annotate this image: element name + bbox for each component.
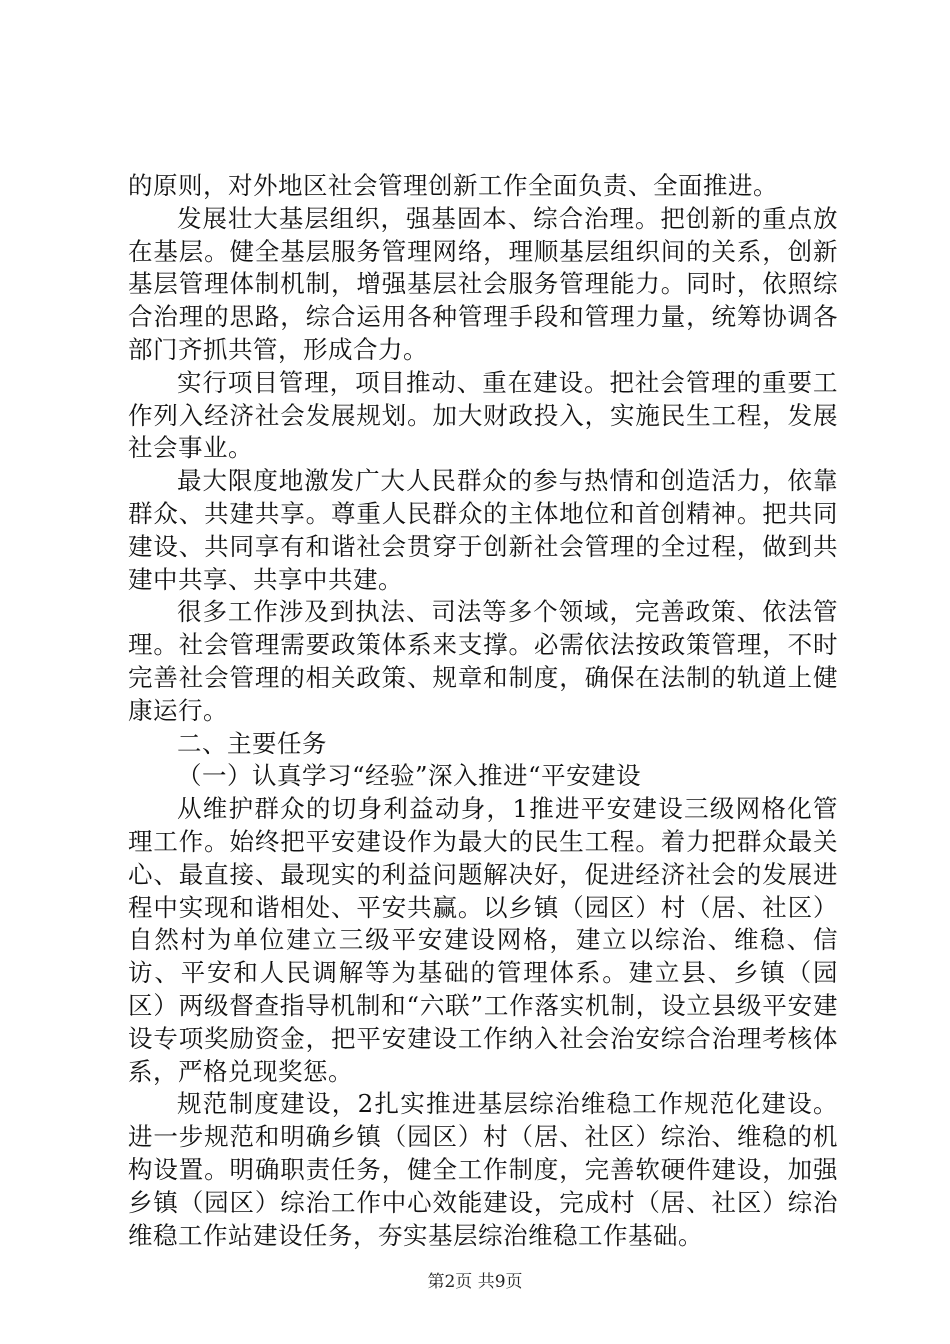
paragraph-continuation: 的原则，对外地区社会管理创新工作全面负责、全面推进。 bbox=[128, 171, 778, 200]
paragraph-policy-law: 很多工作涉及到执法、司法等多个领域，完善政策、依法管理。社会管理需要政策体系来支撑。必需依法按政策管理，不时完善社会管理的相关政策、规章和制度，确保在法制的轨道上健康运行。 bbox=[128, 597, 838, 725]
section-heading-main-tasks: 二、主要任务 bbox=[177, 728, 327, 758]
page-footer: 第2页 共9页 bbox=[427, 1272, 523, 1292]
paragraph-standardization: 规范制度建设，2扎实推进基层综治维稳工作规范化建设。进一步规范和明确乡镇（园区）村（居、社区）综治、维稳的机构设置。明确职责任务，健全工作制度，完善软硬件建设，加强乡镇（园区）综治工作中心效能建设，完成村（居、社区）综治维稳工作站建设任务，夯实基层综治维稳工作基础。 bbox=[128, 1089, 838, 1250]
subsection-heading-safe-construction: （一）认真学习“经验”深入推进“平安建设 bbox=[177, 761, 642, 791]
paragraph-grid-management: 从维护群众的切身利益动身，1推进平安建设三级网格化管理工作。始终把平安建设作为最大的民生工程。着力把群众最关心、最直接、最现实的利益问题解决好，促进经济社会的发展进程中实现和谐相处、平安共赢。以乡镇（园区）村（居、社区）自然村为单位建立三级平安建设网格，建立以综治、维稳、信访、平安和人民调解等为基础的管理体系。建立县、乡镇（园区）两级督查指导机制和“六联”工作落实机制，设立县级平安建设专项奖励资金，把平安建设工作纳入社会治安综合治理考核体系，严格兑现奖惩。 bbox=[128, 794, 838, 1086]
paragraph-mobilize-masses: 最大限度地激发广大人民群众的参与热情和创造活力，依靠群众、共建共享。尊重人民群众的主体地位和首创精神。把共同建设、共同享有和谐社会贯穿于创新社会管理的全过程，做到共建中共享、共享中共建。 bbox=[128, 466, 838, 594]
document-body bbox=[128, 170, 838, 1252]
paragraph-project-management: 实行项目管理，项目推动、重在建设。把社会管理的重要工作列入经济社会发展规划。加大财政投入，实施民生工程，发展社会事业。 bbox=[128, 367, 838, 463]
paragraph-grassroots-organization: 发展壮大基层组织，强基固本、综合治理。把创新的重点放在基层。健全基层服务管理网络，理顺基层组织间的关系，创新基层管理体制机制，增强基层社会服务管理能力。同时，依照综合治理的思路，综合运用各种管理手段和管理力量，统筹协调各部门齐抓共管，形成合力。 bbox=[128, 203, 838, 364]
